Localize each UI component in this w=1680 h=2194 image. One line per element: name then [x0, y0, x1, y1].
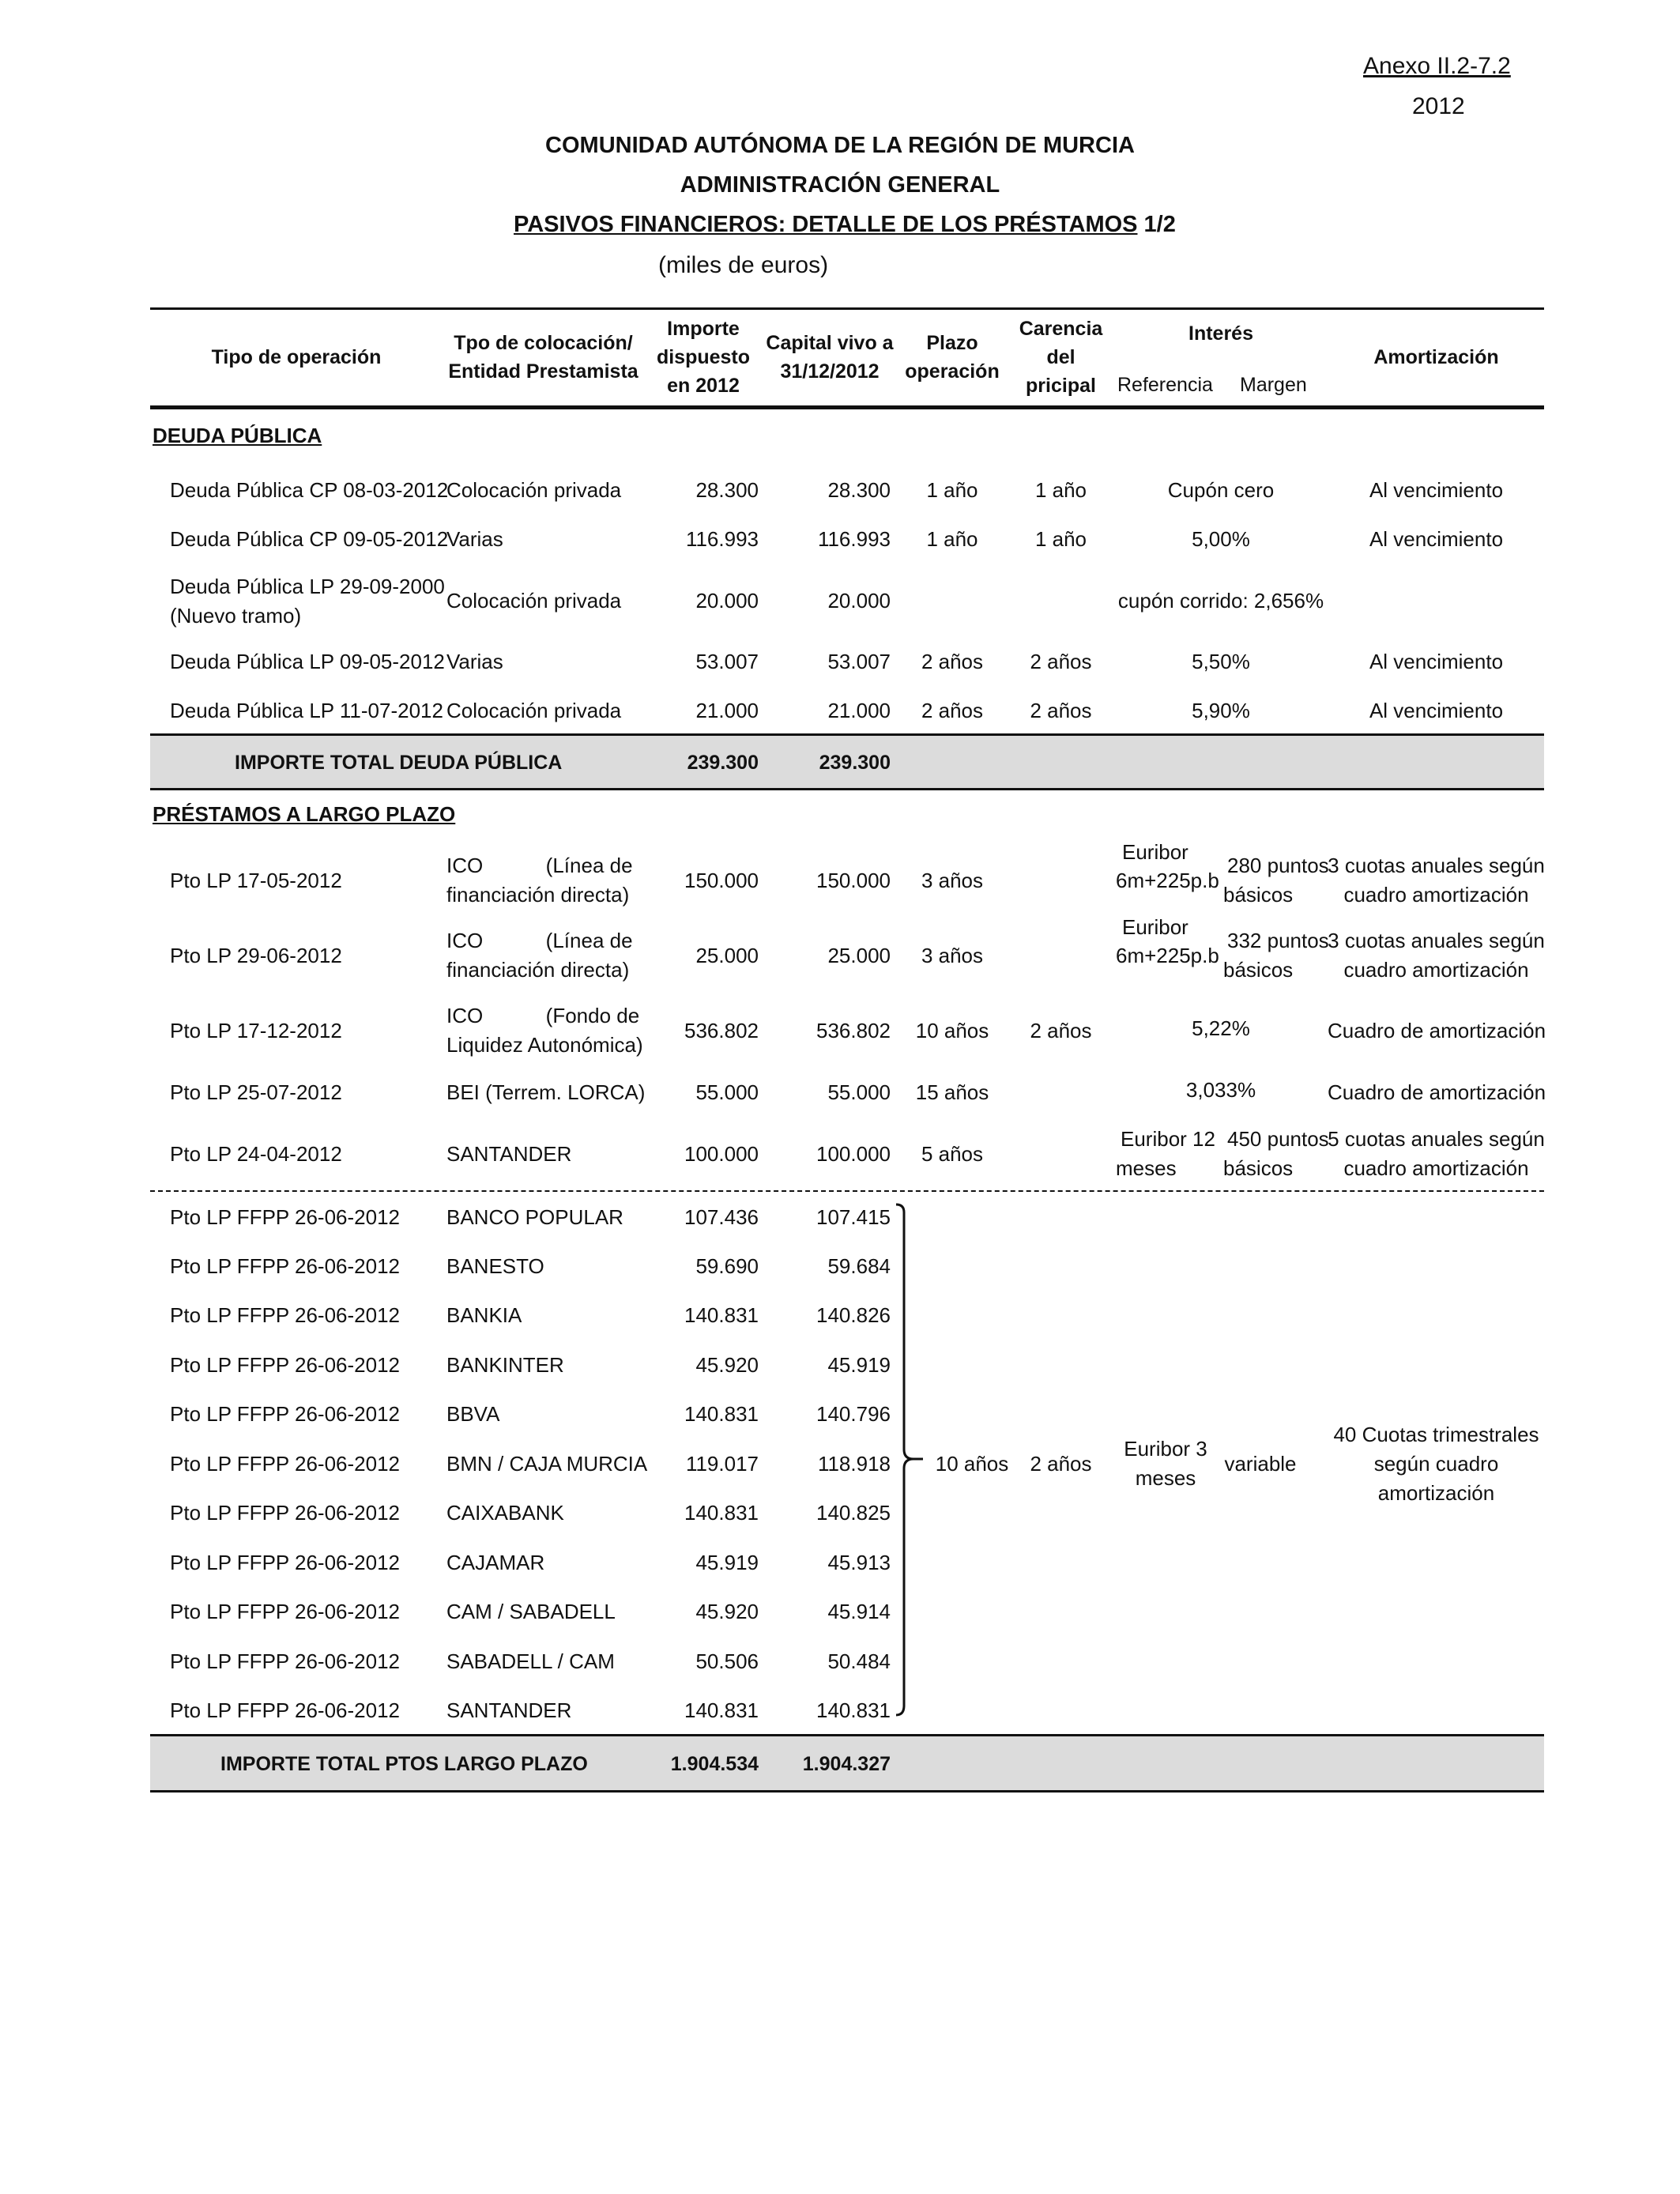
- ffpp-row1-capital: 107.415: [816, 1205, 891, 1229]
- lp-total-bottom-rule: [150, 1790, 1544, 1793]
- lp-row3-amortizacion: Cuadro de amortización: [1328, 1019, 1546, 1042]
- lp-row4-interes: 3,033%: [1185, 1078, 1256, 1102]
- lp-row5-capital: 100.000: [816, 1142, 891, 1166]
- ffpp-margen: variable: [1224, 1452, 1297, 1476]
- col-importe: [648, 315, 759, 400]
- lp-row2-margen-a: 332 puntos: [1227, 929, 1329, 952]
- dp-row3-capital: 20.000: [827, 589, 891, 613]
- lp-row4-entidad: BEI (Terrem. LORCA): [446, 1080, 646, 1104]
- ffpp-plazo: 10 años: [935, 1452, 1009, 1476]
- col-interes: Interés: [1188, 322, 1253, 345]
- lp-row2-ref-a: Euribor: [1122, 915, 1188, 939]
- lp-row4-tipo: Pto LP 25-07-2012: [170, 1080, 342, 1104]
- dp-row1-tipo: Deuda Pública CP 08-03-2012: [170, 478, 449, 502]
- ffpp-row10-tipo: Pto LP FFPP 26-06-2012: [170, 1649, 401, 1673]
- dp-row2-entidad: Varias: [446, 527, 503, 551]
- ffpp-amort-b: según cuadro: [1373, 1452, 1499, 1476]
- dp-total-top-rule: [150, 733, 1544, 736]
- section-prestamos: PRÉSTAMOS A LARGO PLAZO: [153, 802, 456, 826]
- dp-row5-plazo: 2 años: [921, 699, 984, 722]
- lp-row2-plazo: 3 años: [921, 944, 984, 967]
- title-units: (miles de euros): [658, 252, 829, 278]
- ffpp-row5-capital: 140.796: [816, 1402, 891, 1426]
- col-referencia: Referencia: [1117, 374, 1213, 396]
- ffpp-row7-tipo: Pto LP FFPP 26-06-2012: [170, 1501, 401, 1525]
- annex-code: Anexo II.2-7.2: [1363, 53, 1511, 79]
- dp-row1-entidad: Colocación privada: [446, 478, 622, 502]
- dp-row2-importe: 116.993: [685, 527, 759, 551]
- ffpp-row11-capital: 140.831: [816, 1698, 891, 1722]
- dp-row1-carencia: 1 año: [1034, 478, 1087, 502]
- ffpp-row8-capital: 45.913: [827, 1551, 891, 1574]
- lp-row2-tipo: Pto LP 29-06-2012: [170, 944, 342, 967]
- lp-row5-margen-b: básicos: [1223, 1156, 1294, 1180]
- col-plazo-l2: operación: [905, 360, 1000, 383]
- dp-row1-importe: 28.300: [695, 478, 759, 502]
- ffpp-row8-entidad: CAJAMAR: [446, 1551, 545, 1574]
- lp-row2-ref-b: 6m+225p.b: [1116, 944, 1219, 967]
- ffpp-row3-importe: 140.831: [684, 1303, 759, 1327]
- dp-row4-tipo: Deuda Pública LP 09-05-2012: [170, 650, 445, 673]
- lp-row2-margen-b: básicos: [1223, 958, 1294, 982]
- ffpp-row7-importe: 140.831: [684, 1501, 759, 1525]
- ffpp-row10-entidad: SABADELL / CAM: [446, 1649, 615, 1673]
- lp-row5-ref-a: Euribor 12: [1121, 1127, 1215, 1151]
- lp-total-capital: 1.904.327: [802, 1753, 891, 1775]
- ffpp-dashed-separator: [150, 1190, 1544, 1192]
- lp-row1-margen-b: básicos: [1223, 883, 1294, 907]
- lp-row5-amort-b: cuadro amortización: [1343, 1156, 1529, 1180]
- dp-row1-capital: 28.300: [827, 478, 891, 502]
- lp-row3-carencia: 2 años: [1030, 1019, 1092, 1042]
- header-bottom-rule: [150, 405, 1544, 409]
- title-community: COMUNIDAD AUTÓNOMA DE LA REGIÓN DE MURCIA: [545, 133, 1135, 158]
- ffpp-amort-a: 40 Cuotas trimestrales: [1333, 1423, 1539, 1446]
- lp-row5-margen-a: 450 puntos: [1227, 1127, 1329, 1151]
- dp-row5-capital: 21.000: [827, 699, 891, 722]
- lp-row2-amort-a: 3 cuotas anuales según: [1328, 929, 1545, 952]
- ffpp-row10-importe: 50.506: [695, 1649, 759, 1673]
- lp-row5-tipo: Pto LP 24-04-2012: [170, 1142, 342, 1166]
- dp-row2-tipo: Deuda Pública CP 09-05-2012: [170, 527, 449, 551]
- ffpp-row3-capital: 140.826: [816, 1303, 891, 1327]
- col-capital-l2: 31/12/2012: [780, 360, 880, 383]
- lp-row3-entidad-a: ICO (Fondo de: [446, 1004, 640, 1027]
- ffpp-row9-capital: 45.914: [827, 1600, 891, 1623]
- ffpp-row3-entidad: BANKIA: [446, 1303, 522, 1327]
- dp-row5-importe: 21.000: [695, 699, 759, 722]
- col-colocacion-l1: Tpo de colocación/: [454, 332, 633, 354]
- ffpp-row1-entidad: BANCO POPULAR: [446, 1205, 623, 1229]
- lp-row3-capital: 536.802: [816, 1019, 891, 1042]
- ffpp-row8-importe: 45.919: [695, 1551, 759, 1574]
- ffpp-row7-entidad: CAIXABANK: [446, 1501, 564, 1525]
- dp-row2-interes: 5,00%: [1192, 527, 1250, 551]
- col-importe-l3: en 2012: [667, 375, 740, 397]
- ffpp-row1-importe: 107.436: [684, 1205, 759, 1229]
- dp-row4-interes: 5,50%: [1192, 650, 1250, 673]
- dp-row2-plazo: 1 año: [926, 527, 978, 551]
- dp-row1-amortizacion: Al vencimiento: [1369, 478, 1504, 502]
- lp-row2-entidad-b: financiación directa): [446, 958, 630, 982]
- lp-row2-amort-b: cuadro amortización: [1343, 958, 1529, 982]
- title-administration: ADMINISTRACIÓN GENERAL: [680, 172, 1000, 198]
- ffpp-row5-importe: 140.831: [684, 1402, 759, 1426]
- ffpp-ref-a: Euribor 3: [1124, 1437, 1207, 1461]
- ffpp-row2-importe: 59.690: [695, 1254, 759, 1278]
- lp-row2-importe: 25.000: [695, 944, 759, 967]
- lp-row5-plazo: 5 años: [921, 1142, 984, 1166]
- ffpp-row7-capital: 140.825: [816, 1501, 891, 1525]
- lp-total-label: IMPORTE TOTAL PTOS LARGO PLAZO: [220, 1753, 588, 1775]
- lp-row4-amortizacion: Cuadro de amortización: [1328, 1080, 1546, 1104]
- lp-row1-capital: 150.000: [816, 869, 891, 892]
- col-carencia-l1: Carencia: [1019, 318, 1103, 340]
- ffpp-row4-capital: 45.919: [827, 1353, 891, 1377]
- dp-row3-entidad: Colocación privada: [446, 589, 622, 613]
- col-margen: Margen: [1240, 374, 1307, 396]
- lp-row1-tipo: Pto LP 17-05-2012: [170, 869, 342, 892]
- ffpp-row5-entidad: BBVA: [446, 1402, 500, 1426]
- ffpp-row9-importe: 45.920: [695, 1600, 759, 1623]
- dp-row3-importe: 20.000: [695, 589, 759, 613]
- ffpp-carencia: 2 años: [1030, 1452, 1092, 1476]
- header-top-rule: [150, 307, 1544, 310]
- ffpp-row11-entidad: SANTANDER: [446, 1698, 572, 1722]
- col-plazo: [901, 329, 1004, 386]
- dp-total-label: IMPORTE TOTAL DEUDA PÚBLICA: [235, 752, 563, 774]
- lp-row5-ref-b: meses: [1116, 1156, 1177, 1180]
- dp-row4-amortizacion: Al vencimiento: [1369, 650, 1504, 673]
- lp-row5-entidad: SANTANDER: [446, 1142, 572, 1166]
- ffpp-row9-tipo: Pto LP FFPP 26-06-2012: [170, 1600, 401, 1623]
- ffpp-row11-tipo: Pto LP FFPP 26-06-2012: [170, 1698, 401, 1722]
- dp-total-capital: 239.300: [819, 752, 891, 774]
- dp-row4-plazo: 2 años: [921, 650, 984, 673]
- col-importe-l2: dispuesto: [656, 346, 751, 368]
- ffpp-amort-c: amortización: [1377, 1481, 1495, 1505]
- ffpp-row5-tipo: Pto LP FFPP 26-06-2012: [170, 1402, 401, 1426]
- col-carencia-l3: pricipal: [1026, 375, 1096, 397]
- ffpp-row2-capital: 59.684: [827, 1254, 891, 1278]
- dp-row5-amortizacion: Al vencimiento: [1369, 699, 1504, 722]
- lp-row3-entidad-b: Liquidez Autonómica): [446, 1033, 643, 1057]
- title-report-suffix: 1/2: [1137, 212, 1176, 237]
- title-report: [514, 210, 1176, 239]
- col-capital-l1: Capital vivo a: [766, 332, 894, 354]
- lp-row1-margen-a: 280 puntos: [1227, 854, 1329, 877]
- col-colocacion-l2: Entidad Prestamista: [448, 360, 638, 383]
- lp-row1-plazo: 3 años: [921, 869, 984, 892]
- lp-row3-plazo: 10 años: [915, 1019, 989, 1042]
- lp-row5-importe: 100.000: [684, 1142, 759, 1166]
- dp-row1-interes: Cupón cero: [1167, 478, 1275, 502]
- dp-row4-carencia: 2 años: [1030, 650, 1092, 673]
- ffpp-row8-tipo: Pto LP FFPP 26-06-2012: [170, 1551, 401, 1574]
- ffpp-row3-tipo: Pto LP FFPP 26-06-2012: [170, 1303, 401, 1327]
- ffpp-row9-entidad: CAM / SABADELL: [446, 1600, 616, 1623]
- ffpp-ref-b: meses: [1135, 1466, 1196, 1490]
- lp-row4-capital: 55.000: [827, 1080, 891, 1104]
- lp-row1-ref-a: Euribor: [1122, 840, 1188, 864]
- dp-row3-tipo-b: (Nuevo tramo): [170, 604, 302, 628]
- dp-row3-interes: cupón corrido: 2,656%: [1117, 589, 1324, 613]
- col-tipo: Tipo de operación: [211, 346, 382, 368]
- col-capital: [759, 329, 901, 386]
- lp-row1-ref-b: 6m+225p.b: [1116, 869, 1219, 892]
- lp-row1-entidad-b: financiación directa): [446, 883, 630, 907]
- dp-row4-capital: 53.007: [827, 650, 891, 673]
- ffpp-row6-capital: 118.918: [817, 1452, 891, 1476]
- section-deuda-publica: DEUDA PÚBLICA: [153, 424, 322, 447]
- lp-row1-amort-b: cuadro amortización: [1343, 883, 1529, 907]
- lp-row1-amort-a: 3 cuotas anuales según: [1328, 854, 1545, 877]
- dp-row4-importe: 53.007: [695, 650, 759, 673]
- ffpp-brace: [885, 1200, 925, 1721]
- dp-row3-tipo-a: Deuda Pública LP 29-09-2000: [170, 575, 445, 598]
- dp-total-importe: 239.300: [687, 752, 759, 774]
- col-carencia-l2: del: [1046, 346, 1075, 368]
- ffpp-row11-importe: 140.831: [684, 1698, 759, 1722]
- dp-row5-interes: 5,90%: [1192, 699, 1250, 722]
- ffpp-row6-importe: 119.017: [685, 1452, 759, 1476]
- col-carencia: [1004, 315, 1118, 400]
- col-amortizacion: Amortización: [1373, 346, 1499, 368]
- ffpp-row6-entidad: BMN / CAJA MURCIA: [446, 1452, 648, 1476]
- ffpp-row1-tipo: Pto LP FFPP 26-06-2012: [170, 1205, 401, 1229]
- dp-row4-entidad: Varias: [446, 650, 503, 673]
- dp-row1-plazo: 1 año: [926, 478, 978, 502]
- lp-total-top-rule: [150, 1734, 1544, 1736]
- lp-row5-amort-a: 5 cuotas anuales según: [1328, 1127, 1545, 1151]
- ffpp-row4-tipo: Pto LP FFPP 26-06-2012: [170, 1353, 401, 1377]
- ffpp-row2-entidad: BANESTO: [446, 1254, 544, 1278]
- ffpp-row10-capital: 50.484: [827, 1649, 891, 1673]
- ffpp-row6-tipo: Pto LP FFPP 26-06-2012: [170, 1452, 401, 1476]
- dp-row2-carencia: 1 año: [1034, 527, 1087, 551]
- col-importe-l1: Importe: [667, 318, 740, 340]
- lp-row3-interes: 5,22%: [1192, 1016, 1250, 1040]
- lp-row2-entidad-a: ICO (Línea de: [446, 929, 633, 952]
- lp-row2-capital: 25.000: [827, 944, 891, 967]
- dp-total-bottom-rule: [150, 788, 1544, 790]
- dp-row5-entidad: Colocación privada: [446, 699, 622, 722]
- ffpp-row4-importe: 45.920: [695, 1353, 759, 1377]
- lp-row4-importe: 55.000: [695, 1080, 759, 1104]
- col-colocacion: [439, 329, 648, 386]
- col-plazo-l1: Plazo: [926, 332, 978, 354]
- ffpp-row2-tipo: Pto LP FFPP 26-06-2012: [170, 1254, 401, 1278]
- lp-row1-importe: 150.000: [684, 869, 759, 892]
- lp-row1-entidad-a: ICO (Línea de: [446, 854, 633, 877]
- title-report-main: PASIVOS FINANCIEROS: DETALLE DE LOS PRÉSTAMOS: [514, 212, 1138, 237]
- lp-row3-importe: 536.802: [684, 1019, 759, 1042]
- ffpp-row4-entidad: BANKINTER: [446, 1353, 564, 1377]
- lp-row4-plazo: 15 años: [915, 1080, 989, 1104]
- dp-row5-tipo: Deuda Pública LP 11-07-2012: [170, 699, 443, 722]
- lp-row3-tipo: Pto LP 17-12-2012: [170, 1019, 342, 1042]
- dp-row5-carencia: 2 años: [1030, 699, 1092, 722]
- annex-year: 2012: [1412, 93, 1465, 119]
- lp-total-importe: 1.904.534: [670, 1753, 759, 1775]
- dp-row2-amortizacion: Al vencimiento: [1369, 527, 1504, 551]
- dp-row2-capital: 116.993: [817, 527, 891, 551]
